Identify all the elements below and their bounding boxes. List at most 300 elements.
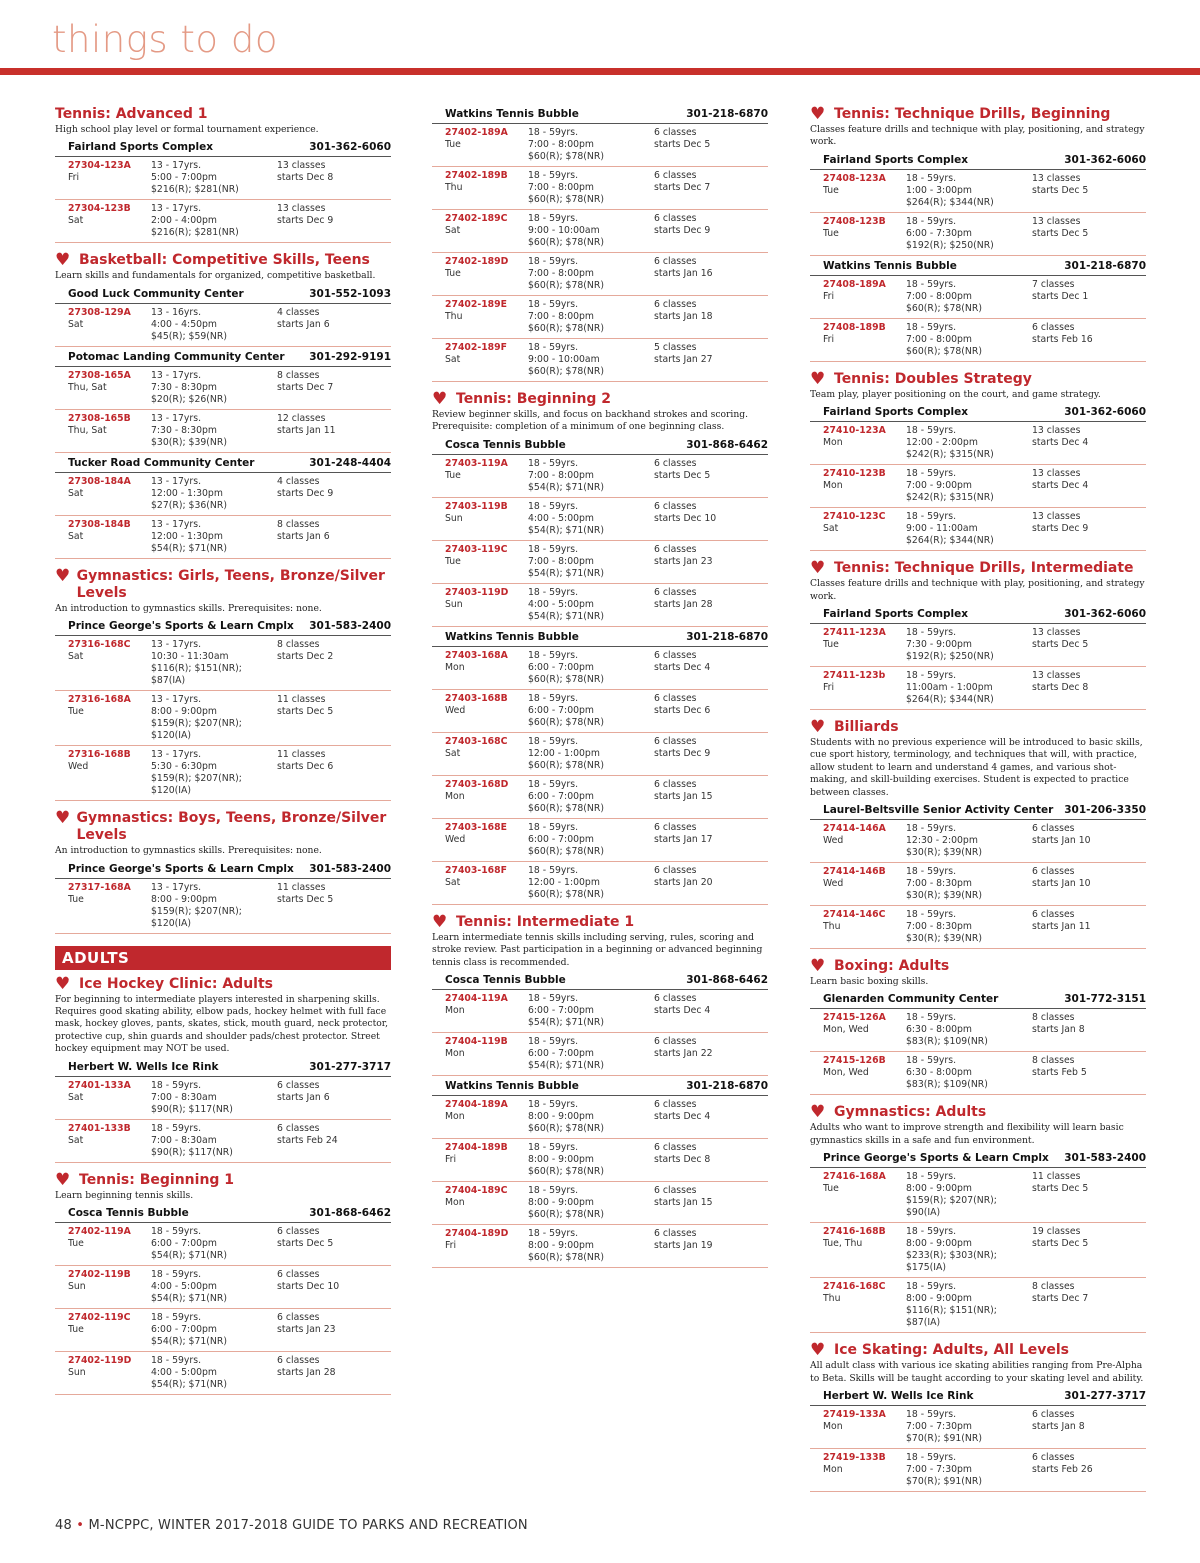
class-code: 27411-123b — [823, 670, 886, 682]
class-row — [810, 319, 1146, 362]
class-code: 27316-168A — [68, 694, 131, 706]
class-code: 27419-133A — [823, 1409, 886, 1421]
sessions-cell — [1032, 1171, 1146, 1219]
class-age: 18 - 59yrs. — [906, 823, 957, 835]
class-price: $60(R); $78(NR) — [528, 366, 604, 377]
class-start: starts Dec 10 — [654, 512, 717, 524]
class-day: Tue — [445, 139, 461, 150]
code-day-cell — [823, 511, 906, 547]
class-age: 18 - 59yrs. — [906, 321, 957, 333]
class-price: $216(R); $281(NR) — [151, 227, 239, 239]
class-age: 18 - 59yrs. — [906, 425, 957, 437]
venue-phone: 301-362-6060 — [309, 141, 391, 154]
class-row — [810, 213, 1146, 256]
class-time: 6:00 - 7:00pm — [528, 790, 594, 802]
class-time: 4:00 - 4:50pm — [151, 318, 217, 330]
class-code: 27408-189B — [823, 321, 886, 333]
page-number: 48 — [55, 1518, 72, 1533]
age-time-cell — [528, 693, 654, 729]
section-description: Learn basic boxing skills. — [810, 976, 929, 988]
class-time: 2:00 - 4:00pm — [151, 215, 217, 227]
class-day: Fri — [68, 172, 80, 184]
class-time: 7:00 - 8:00pm — [906, 290, 972, 302]
class-start: starts Jan 27 — [654, 354, 713, 365]
class-start: starts Dec 4 — [654, 1111, 711, 1123]
footer-separator: • — [76, 1518, 85, 1533]
class-code: 27403-119D — [445, 586, 509, 598]
class-row — [432, 584, 768, 627]
class-time: 8:00 - 9:00pm — [906, 1238, 972, 1250]
age-time-cell — [528, 1185, 654, 1221]
class-time: 7:00 - 8:30am — [151, 1091, 217, 1103]
venue-header — [432, 971, 768, 990]
sessions-cell — [654, 458, 768, 494]
section-title-text: Billiards — [834, 719, 899, 736]
section-title — [432, 391, 768, 408]
section-title — [810, 368, 1146, 389]
class-row — [55, 1266, 391, 1309]
class-code: 27304-123B — [68, 203, 131, 215]
code-day-cell — [445, 342, 528, 378]
section-title — [810, 1104, 1146, 1121]
venue-header — [432, 1077, 768, 1096]
section-title — [55, 973, 391, 994]
age-time-cell — [906, 468, 1032, 504]
class-count: 6 classes — [654, 170, 697, 181]
class-time: 6:30 - 8:00pm — [906, 1024, 972, 1036]
class-day: Tue — [445, 469, 461, 481]
class-day: Mon — [823, 480, 843, 492]
class-row — [810, 1009, 1146, 1052]
class-age: 18 - 59yrs. — [528, 543, 579, 555]
heart-icon: ♥ — [55, 973, 71, 994]
class-start: starts Dec 7 — [1032, 1293, 1089, 1305]
class-count: 8 classes — [1032, 1012, 1075, 1024]
class-row — [810, 1052, 1146, 1095]
sessions-cell — [1032, 216, 1146, 252]
age-time-cell — [906, 823, 1032, 859]
class-code: 27404-119B — [445, 1036, 508, 1048]
age-time-cell — [906, 1012, 1032, 1048]
column-3 — [810, 104, 1146, 1501]
class-price: $54(R); $71(NR) — [151, 1336, 227, 1348]
class-code: 27403-119A — [445, 457, 508, 469]
class-price: $116(R); $151(NR); $87(IA) — [151, 663, 242, 687]
section-description: Learn intermediate tennis skills including serving, rules, scoring and stroke review. Past participation in a beginning or advanced beginning tennis class is recommended. — [432, 931, 763, 968]
age-time-cell — [528, 1036, 654, 1072]
class-row — [432, 819, 768, 862]
section-title — [810, 719, 1146, 736]
sessions-cell — [654, 127, 768, 163]
age-time-cell — [528, 1142, 654, 1178]
class-start: starts Dec 8 — [277, 172, 334, 184]
class-price: $83(R); $109(NR) — [906, 1079, 988, 1091]
class-count: 4 classes — [277, 306, 320, 318]
age-time-cell — [151, 307, 277, 343]
venue-phone: 301-362-6060 — [1064, 406, 1146, 419]
class-section — [810, 1342, 1146, 1492]
class-age: 18 - 59yrs. — [906, 1012, 957, 1024]
class-start: starts Dec 5 — [1032, 639, 1089, 651]
age-time-cell — [528, 544, 654, 580]
venue-name: Potomac Landing Community Center — [68, 350, 285, 363]
class-day: Sat — [68, 651, 84, 663]
class-row — [55, 410, 391, 453]
class-count: 8 classes — [277, 518, 320, 530]
code-day-cell — [68, 1312, 151, 1348]
heart-icon: ♥ — [55, 1169, 71, 1190]
class-day: Sat — [68, 1134, 84, 1146]
class-age: 13 - 17yrs. — [151, 203, 202, 215]
class-age: 18 - 59yrs. — [528, 1099, 579, 1111]
class-row — [432, 210, 768, 253]
sessions-cell — [1032, 627, 1146, 663]
class-day: Sun — [445, 598, 463, 610]
class-time: 7:00 - 8:30am — [151, 1134, 217, 1146]
code-day-cell — [823, 823, 906, 859]
section-title — [55, 565, 391, 602]
class-age: 18 - 59yrs. — [528, 299, 579, 310]
class-code: 27408-189A — [823, 278, 886, 290]
class-day: Tue — [68, 1238, 84, 1250]
section-banner: ADULTS — [55, 946, 391, 970]
class-day: Tue — [68, 893, 84, 905]
age-time-cell — [528, 779, 654, 815]
heart-icon: ♥ — [810, 1340, 826, 1361]
age-time-cell — [151, 639, 277, 687]
class-row — [432, 167, 768, 210]
class-time: 7:00 - 8:00pm — [528, 268, 594, 279]
class-code: 27404-119A — [445, 993, 508, 1005]
class-start: starts Dec 9 — [277, 487, 334, 499]
sessions-cell — [277, 882, 391, 930]
class-count: 6 classes — [654, 500, 697, 512]
sessions-cell — [1032, 511, 1146, 547]
class-start: starts Dec 9 — [277, 215, 334, 227]
code-day-cell — [823, 1171, 906, 1219]
code-day-cell — [445, 170, 528, 206]
class-section — [810, 958, 1146, 1095]
sessions-cell — [277, 307, 391, 343]
code-day-cell — [68, 639, 151, 687]
section-title — [55, 252, 391, 269]
class-day: Thu, Sat — [68, 424, 107, 436]
sessions-cell — [277, 639, 391, 687]
class-row — [432, 1033, 768, 1076]
class-code: 27410-123A — [823, 425, 886, 437]
section-title-text: Tennis: Intermediate 1 — [456, 913, 635, 930]
class-age: 18 - 59yrs. — [906, 511, 957, 523]
class-code: 27419-133B — [823, 1452, 886, 1464]
class-price: $54(R); $71(NR) — [528, 524, 604, 536]
section-title-text: Ice Hockey Clinic: Adults — [79, 975, 273, 992]
class-start: starts Dec 4 — [654, 661, 711, 673]
venue-header — [810, 1387, 1146, 1406]
section-title-text: Ice Skating: Adults, All Levels — [834, 1342, 1069, 1359]
class-count: 6 classes — [654, 127, 697, 138]
heart-icon: ♥ — [810, 956, 826, 977]
section-title — [55, 810, 391, 844]
class-day: Fri — [445, 1154, 457, 1166]
class-row — [55, 1223, 391, 1266]
class-section — [810, 560, 1146, 710]
class-code: 27416-168A — [823, 1171, 886, 1183]
venue-name: Laurel-Beltsville Senior Activity Center — [823, 804, 1054, 817]
section-title-text: Tennis: Beginning 2 — [456, 391, 612, 407]
class-count: 11 classes — [277, 749, 326, 761]
venue-name: Fairland Sports Complex — [68, 141, 214, 154]
heart-icon: ♥ — [432, 389, 448, 409]
class-age: 13 - 17yrs. — [151, 694, 202, 706]
class-count: 13 classes — [277, 160, 326, 172]
class-count: 6 classes — [277, 1312, 320, 1324]
age-time-cell — [151, 370, 277, 406]
class-start: starts Dec 7 — [654, 182, 711, 193]
class-price: $159(R); $207(NR); $120(IA) — [151, 905, 242, 929]
venue-header — [55, 1058, 391, 1077]
section-title-text: Tennis: Technique Drills, Beginning — [834, 106, 1111, 122]
class-row — [810, 1406, 1146, 1449]
section-description: Review beginner skills, and focus on backhand strokes and scoring. Prerequisite: completion of a minimum of one beginning class. — [432, 409, 749, 433]
class-start: starts Dec 4 — [1032, 480, 1089, 492]
venue-header — [810, 801, 1146, 820]
code-day-cell — [445, 256, 528, 292]
class-day: Mon, Wed — [823, 1024, 869, 1036]
class-day: Sat — [68, 318, 84, 330]
class-price: $60(R); $78(NR) — [528, 323, 604, 334]
class-age: 18 - 59yrs. — [906, 215, 957, 227]
sessions-cell — [654, 170, 768, 206]
class-code: 27402-189D — [445, 256, 509, 267]
class-start: starts Dec 5 — [654, 469, 711, 481]
class-count: 6 classes — [654, 213, 697, 224]
age-time-cell — [151, 476, 277, 512]
class-count: 6 classes — [654, 1099, 697, 1111]
class-age: 18 - 59yrs. — [151, 1355, 202, 1367]
sessions-cell — [277, 1355, 391, 1391]
sessions-cell — [654, 501, 768, 537]
venue-phone: 301-583-2400 — [309, 862, 391, 875]
class-start: starts Dec 7 — [277, 381, 334, 393]
sessions-cell — [277, 1269, 391, 1305]
venue-phone: 301-868-6462 — [686, 974, 768, 987]
section-description: Learn beginning tennis skills. — [55, 1189, 194, 1201]
age-time-cell — [906, 670, 1032, 706]
class-row — [55, 636, 391, 691]
venue-header — [810, 990, 1146, 1009]
class-day: Sat — [68, 1091, 84, 1103]
age-time-cell — [528, 256, 654, 292]
class-time: 9:00 - 11:00am — [906, 523, 978, 535]
class-row — [55, 691, 391, 746]
code-day-cell — [823, 173, 906, 209]
class-start: starts Dec 5 — [277, 1238, 334, 1250]
class-count: 6 classes — [654, 1228, 697, 1240]
class-age: 18 - 59yrs. — [906, 909, 957, 921]
class-day: Sat — [68, 487, 84, 499]
class-section — [55, 1169, 391, 1395]
class-code: 27403-168E — [445, 821, 507, 833]
class-section — [55, 252, 391, 558]
venue-header — [55, 454, 391, 473]
class-start: starts Dec 5 — [654, 139, 711, 150]
code-day-cell — [823, 627, 906, 663]
code-day-cell — [823, 468, 906, 504]
class-age: 18 - 59yrs. — [528, 500, 579, 512]
class-age: 18 - 59yrs. — [528, 170, 579, 181]
class-count: 6 classes — [1032, 321, 1075, 333]
class-age: 18 - 59yrs. — [906, 866, 957, 878]
sessions-cell — [654, 822, 768, 858]
code-day-cell — [823, 1409, 906, 1445]
class-time: 12:00 - 1:00pm — [528, 876, 600, 888]
venue-phone: 301-362-6060 — [1064, 608, 1146, 621]
class-time: 6:00 - 7:00pm — [528, 704, 594, 716]
class-code: 27308-165A — [68, 369, 131, 381]
class-day: Tue — [823, 227, 839, 239]
class-time: 6:00 - 7:00pm — [528, 833, 594, 845]
code-day-cell — [823, 322, 906, 358]
class-section — [55, 565, 391, 801]
age-time-cell — [528, 587, 654, 623]
sessions-cell — [1032, 1281, 1146, 1329]
class-row — [810, 422, 1146, 465]
class-price: $54(R); $71(NR) — [151, 542, 227, 554]
class-time: 9:00 - 10:00am — [528, 225, 600, 236]
age-time-cell — [151, 694, 277, 742]
class-age: 18 - 59yrs. — [528, 993, 579, 1005]
class-price: $54(R); $71(NR) — [528, 610, 604, 622]
class-day: Wed — [445, 833, 466, 845]
class-count: 6 classes — [277, 1079, 320, 1091]
section-description: Classes feature drills and technique with play, positioning, and strategy work. — [810, 124, 1145, 148]
class-count: 6 classes — [654, 299, 697, 310]
class-code: 27408-123A — [823, 172, 886, 184]
class-day: Sun — [445, 512, 463, 524]
section-title — [55, 106, 391, 123]
class-price: $60(R); $78(NR) — [528, 673, 604, 685]
sessions-cell — [654, 213, 768, 249]
class-count: 8 classes — [1032, 1281, 1075, 1293]
class-time: 1:00 - 3:00pm — [906, 184, 972, 196]
class-row — [55, 1352, 391, 1395]
class-day: Mon — [445, 1005, 465, 1017]
class-start: starts Dec 9 — [654, 747, 711, 759]
age-time-cell — [906, 1055, 1032, 1091]
venue-name: Watkins Tennis Bubble — [445, 108, 579, 120]
class-time: 5:30 - 6:30pm — [151, 761, 217, 773]
class-code: 27408-123B — [823, 215, 886, 227]
class-time: 7:00 - 8:00pm — [528, 469, 594, 481]
venue-name: Cosca Tennis Bubble — [445, 974, 566, 987]
class-count: 13 classes — [1032, 511, 1081, 523]
class-age: 18 - 59yrs. — [528, 342, 579, 353]
class-count: 6 classes — [654, 1185, 697, 1197]
class-code: 27414-146B — [823, 866, 886, 878]
class-time: 10:30 - 11:30am — [151, 651, 229, 663]
sessions-cell — [654, 736, 768, 772]
age-time-cell — [151, 1226, 277, 1262]
class-price: $60(R); $78(NR) — [528, 716, 604, 728]
venue-header — [432, 436, 768, 455]
class-time: 12:00 - 1:30pm — [151, 487, 223, 499]
class-code: 27403-168B — [445, 692, 508, 704]
venue-name: Prince George's Sports & Learn Cmplx — [823, 1152, 1049, 1165]
venue-phone: 301-277-3717 — [1064, 1390, 1146, 1403]
class-count: 6 classes — [654, 649, 697, 661]
class-row — [432, 1225, 768, 1268]
class-code: 27414-146A — [823, 823, 886, 835]
class-section — [810, 106, 1146, 362]
class-age: 13 - 16yrs. — [151, 306, 202, 318]
class-age: 13 - 17yrs. — [151, 881, 202, 893]
class-count: 6 classes — [654, 1142, 697, 1154]
class-age: 18 - 59yrs. — [528, 735, 579, 747]
sessions-cell — [654, 1099, 768, 1135]
code-day-cell — [445, 993, 528, 1029]
class-code: 27411-123A — [823, 627, 886, 639]
class-section — [432, 391, 768, 905]
class-price: $116(R); $151(NR); $87(IA) — [906, 1305, 997, 1329]
class-count: 8 classes — [277, 639, 320, 651]
sessions-cell — [277, 1123, 391, 1159]
code-day-cell — [823, 670, 906, 706]
heart-icon: ♥ — [55, 565, 71, 586]
class-price: $60(R); $78(NR) — [528, 1123, 604, 1135]
class-start: starts Jan 10 — [1032, 878, 1091, 890]
class-age: 18 - 59yrs. — [528, 1036, 579, 1048]
sessions-cell — [654, 1185, 768, 1221]
class-price: $45(R); $59(NR) — [151, 330, 227, 342]
venue-header — [432, 105, 768, 124]
age-time-cell — [528, 299, 654, 335]
class-time: 7:00 - 8:00pm — [528, 311, 594, 322]
class-code: 27404-189C — [445, 1185, 508, 1197]
sessions-cell — [1032, 1055, 1146, 1091]
class-code: 27414-146C — [823, 909, 886, 921]
age-time-cell — [906, 1281, 1032, 1329]
code-day-cell — [68, 1355, 151, 1391]
class-day: Mon — [445, 1048, 465, 1060]
class-price: $70(R); $91(NR) — [906, 1433, 982, 1445]
class-price: $159(R); $207(NR); $120(IA) — [151, 773, 242, 797]
class-price: $60(R); $78(NR) — [528, 280, 604, 291]
class-time: 4:00 - 5:00pm — [528, 512, 594, 524]
class-start: starts Jan 17 — [654, 833, 713, 845]
venue-phone: 301-218-6870 — [686, 630, 768, 643]
class-count: 13 classes — [1032, 468, 1081, 480]
class-time: 8:00 - 9:00pm — [906, 1183, 972, 1195]
venue-phone: 301-218-6870 — [686, 108, 768, 120]
age-time-cell — [906, 1226, 1032, 1274]
class-count: 11 classes — [1032, 1171, 1081, 1183]
class-price: $159(R); $207(NR); $90(IA) — [906, 1195, 997, 1219]
age-time-cell — [906, 1171, 1032, 1219]
class-section — [432, 105, 768, 382]
venue-phone: 301-868-6462 — [686, 438, 768, 451]
class-day: Sat — [445, 876, 461, 888]
class-day: Thu — [445, 311, 463, 322]
class-start: starts Jan 16 — [654, 268, 713, 279]
class-age: 18 - 59yrs. — [528, 778, 579, 790]
class-day: Mon — [823, 1464, 843, 1476]
venue-header — [55, 617, 391, 636]
class-price: $60(R); $78(NR) — [906, 302, 982, 314]
class-day: Sat — [68, 530, 84, 542]
class-day: Thu, Sat — [68, 381, 107, 393]
code-day-cell — [68, 160, 151, 196]
section-description: Learn skills and fundamentals for organized, competitive basketball. — [55, 270, 376, 282]
